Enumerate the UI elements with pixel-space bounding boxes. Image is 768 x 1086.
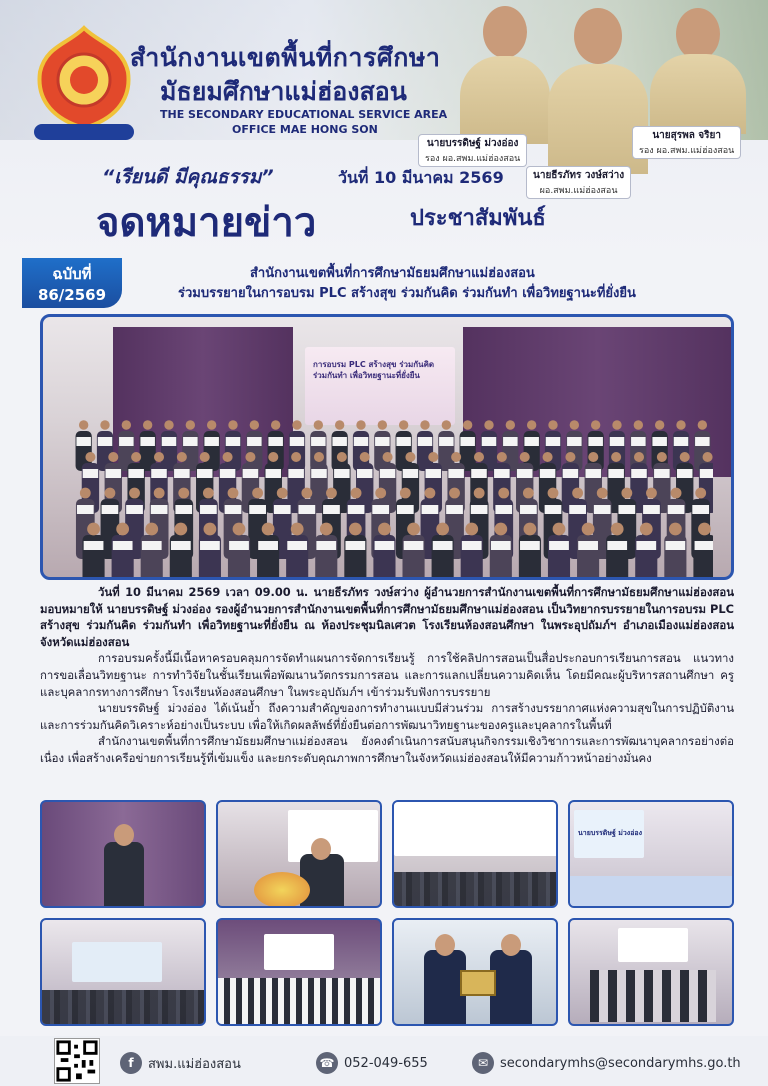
headline-line2: ร่วมบรรยายในการอบรม PLC สร้างสุข ร่วมกันคิด ร่วมกันทำ เพื่อวิทยฐานะที่ยั่งยืน (178, 286, 636, 301)
phone-icon: ☎ (316, 1052, 338, 1074)
gallery-caption: นายบรรดิษฐ์ ม่วงอ่อง (578, 829, 643, 837)
facebook-icon: f (120, 1052, 142, 1074)
phone-text: 052-049-655 (344, 1055, 428, 1071)
qr-code-icon[interactable] (54, 1038, 100, 1084)
gallery-photo-7 (392, 918, 558, 1026)
official-portrait-1 (460, 4, 550, 144)
masthead (0, 0, 768, 258)
stage-screen: การอบรม PLC สร้างสุข ร่วมกันคิด ร่วมกันทำ เพื่อวิทยฐานะที่ยั่งยืน (305, 347, 455, 425)
official-name-tag-1: นายบรรดิษฐ์ ม่วงอ่อง รอง ผอ.สพม.แม่ฮ่องสอน (418, 134, 527, 167)
footer (0, 1036, 768, 1086)
gallery-photo-2 (216, 800, 382, 908)
official-portrait-3 (650, 4, 746, 134)
org-name-thai-line1: สำนักงานเขตพื้นที่การศึกษา (130, 43, 441, 72)
org-name-thai-line2: มัธยมศึกษาแม่ฮ่องสอน (160, 77, 407, 106)
article-paragraph-4: สำนักงานเขตพื้นที่การศึกษามัธยมศึกษาแม่ฮ่องสอน ยังคงดำเนินการสนับสนุนกิจกรรมเชิงวิชาการและการพัฒนาบุคลากรอย่างต่อเนื่อง เพื่อสร้างเครือข่ายการเรียนรู้ที่เข้มแข็ง และยกระดับคุณภาพการศึกษาในจังหวัดแม่ฮ่องสอนให้มีความก้าวหน้าอย่างมั่นคง (40, 734, 734, 765)
issue-label: ฉบับที่ (52, 265, 92, 283)
facebook-text: สพม.แม่ฮ่องสอน (148, 1056, 241, 1072)
email-text: secondarymhs@secondarymhs.go.th (500, 1055, 741, 1071)
slogan: “เรียนดี มีคุณธรรม” (102, 166, 274, 188)
gallery-photo-4 (568, 800, 734, 908)
official-name-tag-3: นายสุรพล จริยา รอง ผอ.สพม.แม่ฮ่องสอน (632, 126, 741, 159)
org-name-english-line2: OFFICE MAE HONG SON (232, 123, 378, 136)
gallery-photo-1 (40, 800, 206, 908)
main-group-photo (40, 314, 734, 580)
org-name-english-line1: THE SECONDARY EDUCATIONAL SERVICE AREA (160, 108, 448, 121)
gallery-photo-5 (40, 918, 206, 1026)
gallery-photo-8 (568, 918, 734, 1026)
obec-emblem-icon (30, 24, 138, 146)
headline-line1: สำนักงานเขตพื้นที่การศึกษามัธยมศึกษาแม่ฮ่องสอน (250, 266, 535, 281)
facebook-contact[interactable] (120, 1052, 241, 1074)
phone-contact[interactable] (316, 1052, 428, 1074)
photo-gallery (40, 800, 738, 1030)
gallery-photo-6 (216, 918, 382, 1026)
article-paragraph-1: วันที่ 10 มีนาคม 2569 เวลา 09.00 น. นายธีรภัทร วงษ์สว่าง ผู้อำนวยการสำนักงานเขตพื้นที่การศึกษามัธยมศึกษาแม่ฮ่องสอน มอบหมายให้ นายบรรดิษฐ์ ม่วงอ่อง รองผู้อำนวยการสำนักงานเขตพื้นที่การศึกษามัธยมศึกษาแม่ฮ่องสอน เป็นวิทยากรบรรยายในการอบรม PLC สร้างสุข ร่วมกันคิด ร่วมกันทำ เพื่อวิทยฐานะที่ยั่งยืน ณ ห้องประชุมนิลเศวต โรงเรียนห้องสอนศึกษา ในพระอุปถัมภ์ฯ อำเภอเมืองแม่ฮ่องสอน จังหวัดแม่ฮ่องสอน (40, 585, 734, 649)
public-relations-label: ประชาสัมพันธ์ (410, 206, 546, 231)
article-body (40, 584, 734, 767)
official-name-tag-2: นายธีรภัทร วงษ์สว่าง ผอ.สพม.แม่ฮ่องสอน (526, 166, 631, 199)
gallery-photo-3 (392, 800, 558, 908)
issue-number: 86/2569 (37, 286, 107, 304)
email-contact[interactable] (472, 1052, 741, 1074)
issue-badge (22, 258, 122, 308)
article-paragraph-3: นายบรรดิษฐ์ ม่วงอ่อง ได้เน้นย้ำ ถึงความสำคัญของการทำงานแบบมีส่วนร่วม การสร้างบรรยากาศแห่งความสุขในการปฏิบัติงาน และการร่วมกันคิดวิเคราะห์อย่างเป็นระบบ เพื่อให้เกิดผลลัพธ์ที่ยั่งยืนต่อการพัฒนาวิทยฐานะของครูและบุคลากรในพื้นที่ (40, 701, 734, 732)
issue-date: วันที่ 10 มีนาคม 2569 (338, 168, 504, 187)
crowd-illustration (73, 397, 713, 580)
article-paragraph-2: การอบรมครั้งนี้มีเนื้อหาครอบคลุมการจัดทำแผนการจัดการเรียนรู้ การใช้คลิปการสอนเป็นสื่อประกอบการเรียนการสอน แนวทางการขอเลื่อนวิทยฐานะ การทำวิจัยในชั้นเรียนเพื่อพัฒนานวัตกรรมการสอน และการแลกเปลี่ยนความคิดเห็น โดยมีคณะผู้บริหารสถานศึกษา ครูและบุคลากรทางการศึกษา โรงเรียนห้องสอนศึกษา ในพระอุปถัมภ์ฯ เข้าร่วมรับฟังการบรรยาย (40, 651, 734, 699)
newsletter-title: จดหมายข่าว (96, 200, 317, 246)
email-icon: ✉ (472, 1052, 494, 1074)
